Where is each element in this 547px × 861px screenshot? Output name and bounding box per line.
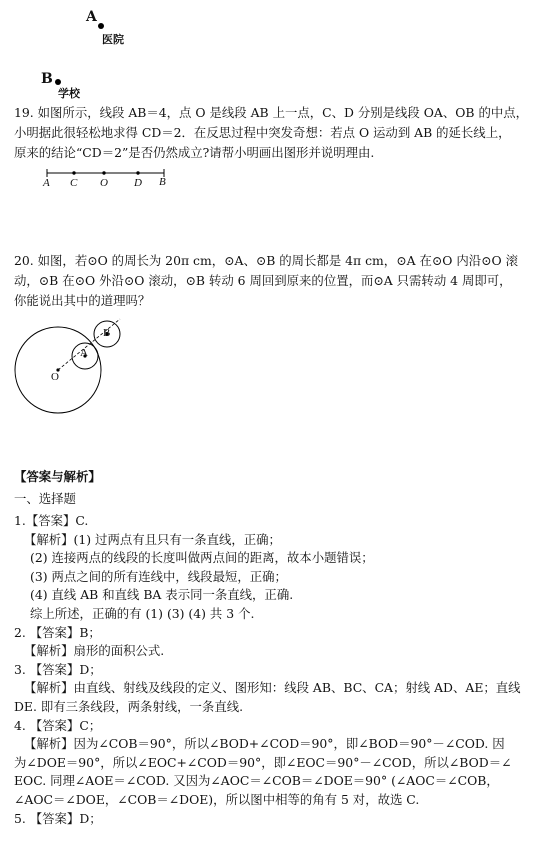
answer-line: 1.【答案】C. [14, 513, 89, 528]
circles-figure [12, 313, 132, 415]
answer-line: 2. 【答案】B； [14, 624, 101, 640]
answer-line: 5. 【答案】D； [14, 810, 102, 826]
answer-line: 【解析】由直线、射线及线段的定义、图形知：线段 AB、BC、CA；射线 AD、AE；直线 [24, 680, 521, 696]
hospital-label: 医院 [102, 33, 124, 46]
point-a-label: A [86, 9, 97, 25]
circle-label-b: B [103, 327, 111, 339]
q19-line-3: 原来的结论“CD＝2”是否仍然成立?请帮小明画出图形并说明理由. [14, 145, 375, 160]
q20-line-1: 20. 如图，若⊙O 的周长为 20π cm，⊙A、⊙B 的周长都是 4π cm，⊙A 在⊙O 内沿⊙O 滚 [14, 253, 518, 268]
answer-line: (4) 直线 AB 和直线 BA 表示同一条直线，正确. [30, 587, 294, 603]
answer-line: (3) 两点之间的所有连线中，线段最短，正确； [30, 568, 287, 584]
answers-header: 【答案与解析】 [14, 469, 101, 484]
point-b-label: B [41, 71, 53, 87]
segment-label-o: O [100, 177, 108, 189]
answer-line: (2) 连接两点的线段的长度叫做两点间的距离，故本小题错误； [30, 550, 374, 566]
q20-line-2: 动，⊙B 在⊙O 外沿⊙O 滚动，⊙B 转动 6 周回到原来的位置，而⊙A 只需转动 4 周即可， [14, 273, 512, 288]
answer-line: EOC. 同理∠AOE＝∠COD. 又因为∠AOC＝∠COB＝∠DOE＝90° (∠AOC＝∠COB， [14, 773, 499, 789]
q20-line-3: 你能说出其中的道理吗？ [14, 293, 151, 308]
segment-figure [38, 165, 178, 193]
answer-line: 【解析】扇形的面积公式. [24, 643, 165, 659]
segment-label-a: A [43, 177, 50, 189]
answer-line: DE. 即有三条线段，两条射线，一条直线. [14, 699, 244, 714]
circle-label-o: O [51, 371, 59, 383]
answer-line: ∠AOC＝∠DOE，∠COB＝∠DOE)，所以图中相等的角有 5 对，故选 C. [14, 792, 420, 807]
answer-line: 【解析】(1) 过两点有且只有一条直线，正确； [24, 531, 281, 547]
school-label: 学校 [58, 87, 80, 100]
q19-line-1: 19. 如图所示，线段 AB＝4，点 O 是线段 AB 上一点，C、D 分别是线段 OA、OB 的中点， [14, 105, 529, 120]
segment-label-c: C [70, 177, 78, 189]
answer-line: 4. 【答案】C； [14, 717, 102, 733]
segment-label-d: D [134, 177, 142, 189]
answer-line: 【解析】因为∠COB＝90°，所以∠BOD+∠COD＝90°，即∠BOD＝90°－∠COD. 因 [24, 736, 505, 752]
answer-line: 3. 【答案】D； [14, 661, 102, 677]
answer-line: 综上所述，正确的有 (1) (3) (4) 共 3 个. [30, 606, 255, 621]
point-a-dot [98, 23, 104, 29]
answer-line: 为∠DOE＝90°，所以∠EOC+∠COD＝90°，即∠EOC＝90°－∠COD，所以∠BOD＝∠ [14, 754, 512, 770]
q19-line-2: 小明据此很轻松地求得 CD＝2．在反思过程中突发奇想：若点 O 运动到 AB 的延长线上， [14, 125, 511, 140]
section-title: 一、选择题 [14, 491, 76, 506]
circle-label-a: A [80, 347, 88, 359]
segment-label-b: B [159, 176, 166, 188]
